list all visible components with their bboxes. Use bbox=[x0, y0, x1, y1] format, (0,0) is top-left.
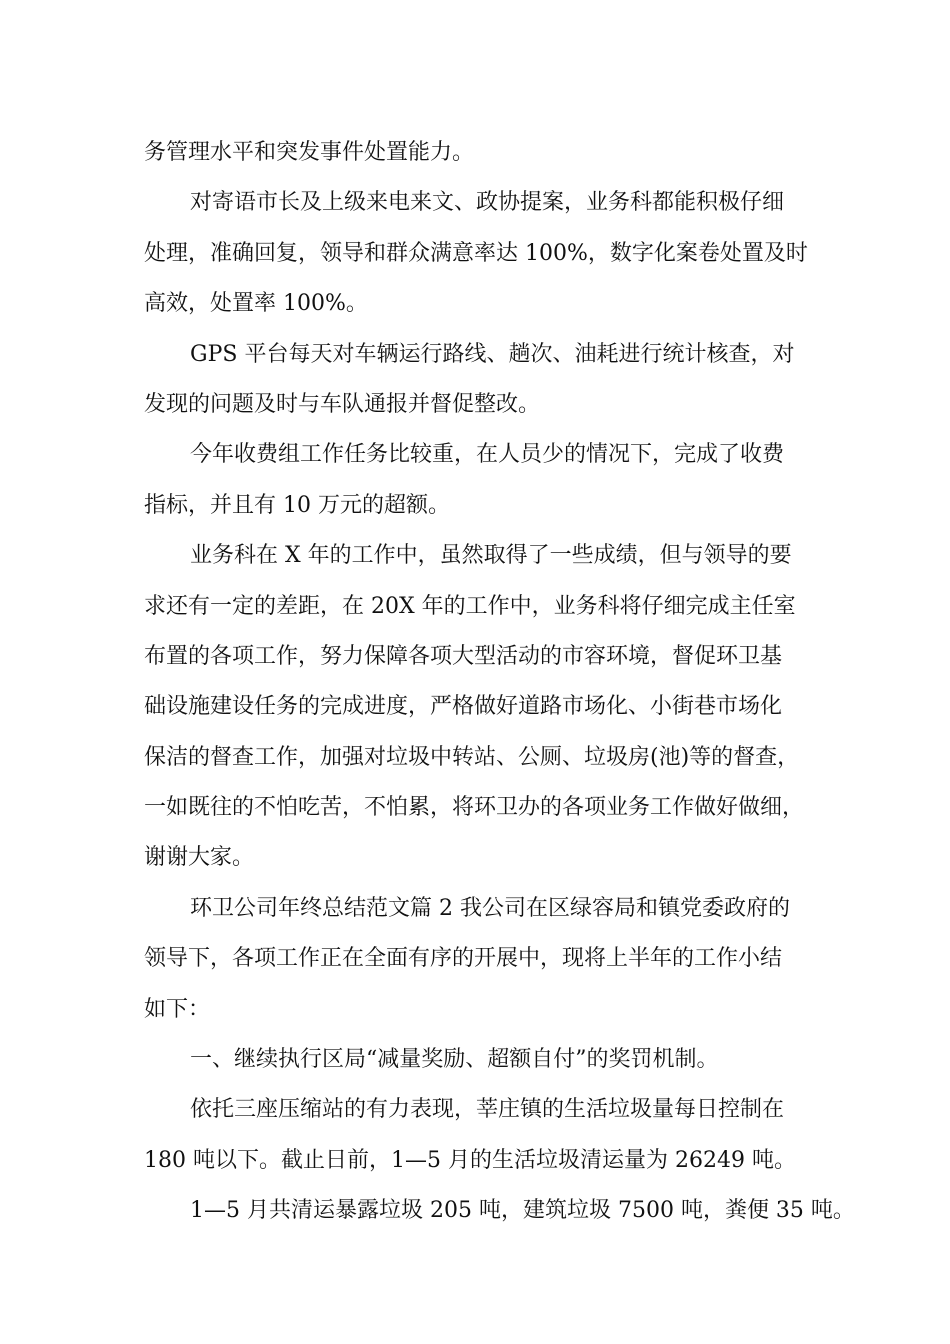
paragraph bbox=[144, 884, 824, 1035]
paragraph bbox=[144, 178, 824, 329]
text-line: 一如既往的不怕吃苦，不怕累，将环卫办的各项业务工作做好做细， bbox=[144, 795, 805, 821]
paragraph bbox=[144, 531, 824, 884]
text-line: 础设施建设任务的完成进度，严格做好道路市场化、小街巷市场化 bbox=[144, 694, 783, 720]
text-line: 对寄语市长及上级来电来文、政协提案，业务科都能积极仔细 bbox=[190, 190, 785, 216]
document-body bbox=[144, 128, 855, 1237]
text-line: 如下： bbox=[144, 996, 211, 1022]
text-line: 180 吨以下。截止日前，1—5 月的生活垃圾清运量为 26249 吨。 bbox=[144, 1147, 796, 1173]
paragraph bbox=[144, 128, 824, 178]
paragraph bbox=[144, 1035, 824, 1085]
text-line: 保洁的督查工作，加强对垃圾中转站、公厕、垃圾房(池)等的督查， bbox=[144, 744, 800, 770]
text-line: 环卫公司年终总结范文篇 2 我公司在区绿容局和镇党委政府的 bbox=[190, 895, 790, 921]
paragraph bbox=[144, 430, 824, 531]
text-line: 谢谢大家。 bbox=[144, 845, 255, 871]
paragraph bbox=[144, 1186, 855, 1236]
text-line: 布置的各项工作，努力保障各项大型活动的市容环境，督促环卫基 bbox=[144, 643, 783, 669]
text-line: 今年收费组工作任务比较重，在人员少的情况下，完成了收费 bbox=[190, 442, 785, 468]
text-line: 1—5 月共清运暴露垃圾 205 吨，建筑垃圾 7500 吨，粪便 35 吨。 bbox=[190, 1198, 855, 1224]
paragraph bbox=[144, 1085, 824, 1186]
text-line: 务管理水平和突发事件处置能力。 bbox=[144, 140, 475, 165]
text-line: GPS 平台每天对车辆运行路线、趟次、油耗进行统计核查，对 bbox=[190, 341, 795, 367]
text-line: 处理，准确回复，领导和群众满意率达 100%，数字化案卷处置及时 bbox=[144, 240, 808, 266]
text-line: 求还有一定的差距，在 20X 年的工作中，业务科将仔细完成主任室 bbox=[144, 593, 796, 619]
text-line: 业务科在 X 年的工作中，虽然取得了一些成绩，但与领导的要 bbox=[190, 543, 792, 569]
text-line: 领导下，各项工作正在全面有序的开展中，现将上半年的工作小结 bbox=[144, 946, 783, 972]
text-line: 一、继续执行区局“减量奖励、超额自付”的奖罚机制。 bbox=[190, 1047, 719, 1073]
text-line: 高效，处置率 100%。 bbox=[144, 291, 368, 317]
paragraph bbox=[144, 330, 824, 431]
text-line: 发现的问题及时与车队通报并督促整改。 bbox=[144, 391, 541, 417]
text-line: 依托三座压缩站的有力表现，莘庄镇的生活垃圾量每日控制在 bbox=[190, 1097, 785, 1123]
text-line: 指标，并且有 10 万元的超额。 bbox=[144, 492, 450, 518]
